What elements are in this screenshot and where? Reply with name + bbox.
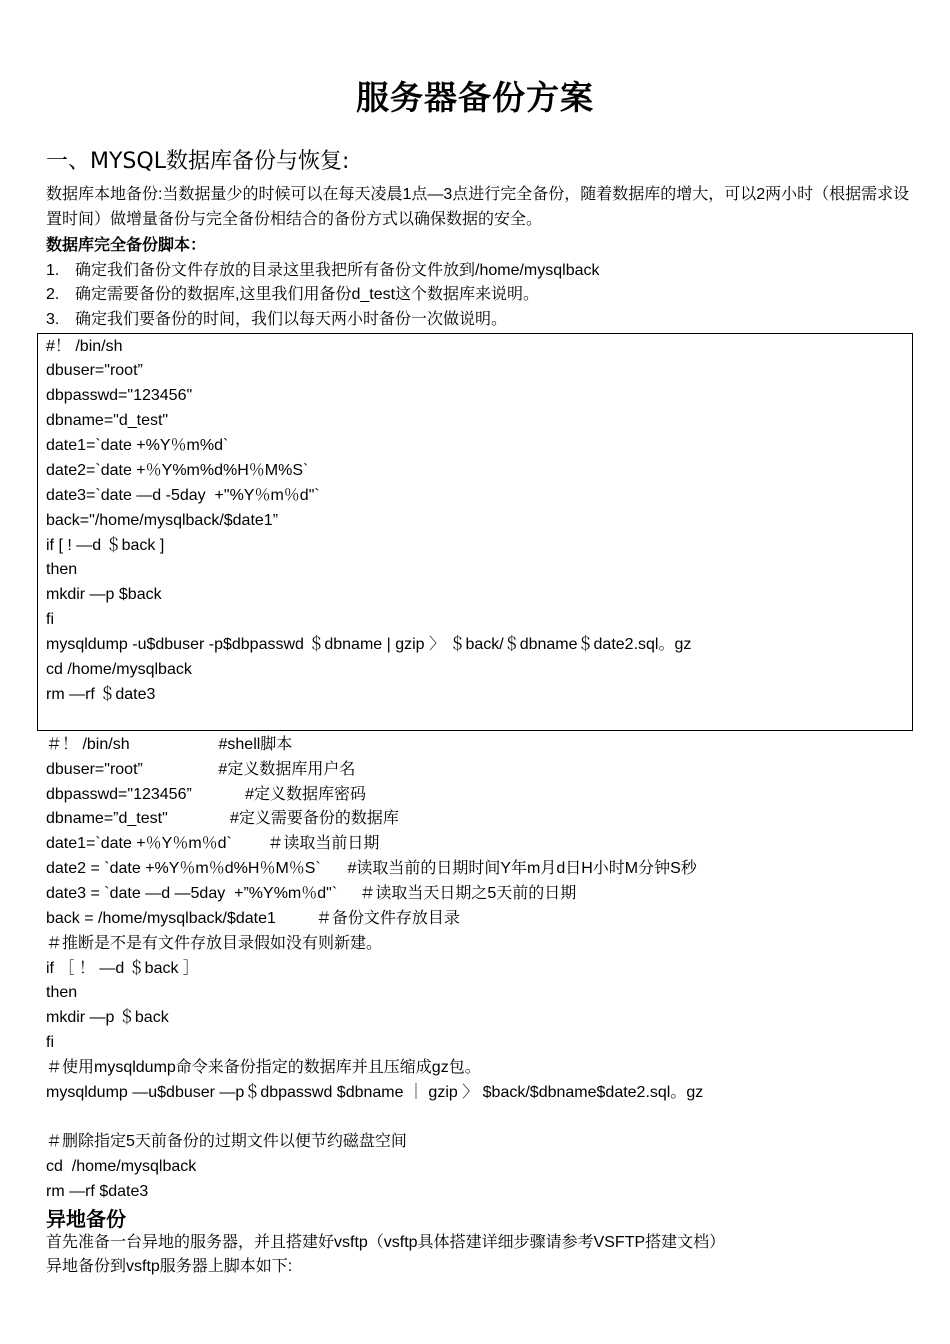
code-line: date2=`date +％Y%m%d%H％M%S`	[46, 462, 309, 479]
annotated-line: ＃使用mysqldump命令来备份指定的数据库并且压缩成gz包。	[46, 1059, 481, 1076]
step-text: 确定需要备份的数据库,这里我们用备份d_test这个数据库来说明。	[75, 286, 540, 303]
section-heading-mysql: 一、MYSQL数据库备份与恢复:	[46, 149, 350, 174]
step-number: 2.	[46, 286, 60, 303]
code-line: #！ /bin/sh	[46, 338, 123, 355]
annotated-line: mkdir —p ＄back	[46, 1009, 169, 1026]
annotated-line: ＃推断是不是有文件存放目录假如没有则新建。	[46, 935, 383, 952]
annotated-line: dbname=”d_test" #定义需要备份的数据库	[46, 810, 399, 827]
script-heading: 数据库完全备份脚本：	[46, 237, 207, 254]
section-heading-remote-backup: 异地备份	[46, 1207, 126, 1231]
code-line: if [ ! —d ＄back ]	[46, 537, 165, 554]
step-item	[46, 283, 539, 307]
code-line: then	[46, 561, 78, 578]
code-line: mkdir —p $back	[46, 586, 162, 603]
step-text: 确定我们要备份的时间，我们以每天两小时备份一次做说明。	[75, 311, 508, 328]
annotated-line: ＃！ /bin/sh #shell脚本	[46, 736, 293, 753]
code-line: fi	[46, 611, 54, 628]
annotated-line: fi	[46, 1034, 54, 1051]
step-item	[46, 259, 600, 283]
annotated-line: mysqldump —u$dbuser —p＄dbpasswd $dbname ｜ gzip 〉 $back/$dbname$date2.sql。gz	[46, 1084, 704, 1101]
code-line: date1=`date +%Y％m%d`	[46, 437, 229, 454]
annotated-line: if ［ ！ —d ＄back ］	[46, 960, 199, 977]
code-line: mysqldump -u$dbuser -p$dbpasswd ＄dbname | gzip 〉 ＄back/＄dbname＄date2.sql。gz	[46, 636, 692, 653]
code-line: rm —rf ＄date3	[46, 686, 156, 703]
body-text-line: 首先准备一台异地的服务器，并且搭建好vsftp（vsftp具体搭建详细步骤请参考VSFTP搭建文档）	[46, 1234, 726, 1251]
body-text-line: 异地备份到vsftp服务器上脚本如下:	[46, 1258, 293, 1275]
document-title: 服务器备份方案	[356, 78, 594, 117]
code-line: dbname="d_test"	[46, 412, 169, 429]
annotated-line: then	[46, 984, 78, 1001]
step-item	[46, 308, 507, 332]
annotated-line: date3 = `date —d —5day +”%Y%m％d"` ＃读取当天日期之5天前的日期	[46, 885, 577, 902]
code-line: back="/home/mysqlback/$date1”	[46, 512, 279, 529]
annotated-line: dbpasswd="123456” #定义数据库密码	[46, 786, 367, 803]
intro-paragraph: 数据库本地备份:当数据量少的时候可以在每天凌晨1点—3点进行完全备份，随着数据库的增大，可以2两小时（根据需求设置时间）做增量备份与完全备份相结合的备份方式以确保数据的安全。	[46, 186, 910, 228]
annotated-line: ＃删除指定5天前备份的过期文件以便节约磁盘空间	[46, 1133, 407, 1150]
code-line: dbuser="root”	[46, 362, 143, 379]
annotated-line: dbuser="root” #定义数据库用户名	[46, 761, 356, 778]
annotated-line: rm —rf $date3	[46, 1183, 149, 1200]
step-number: 3.	[46, 311, 60, 328]
annotated-line: date2 = `date +%Y％m％d%H％M％S` #读取当前的日期时间Y年m月d日H小时M分钟S秒	[46, 860, 697, 877]
code-line: date3=`date —d -5day +"%Y％m％d"`	[46, 487, 320, 504]
annotated-line: back = /home/mysqlback/$date1 ＃备份文件存放目录	[46, 910, 460, 927]
step-text: 确定我们备份文件存放的目录这里我把所有备份文件放到/home/mysqlback	[75, 262, 600, 279]
annotated-line: cd /home/mysqlback	[46, 1158, 197, 1175]
script-code-box	[37, 333, 913, 731]
annotated-line: date1=`date +％Y％m％d` ＃读取当前日期	[46, 835, 380, 852]
code-line: cd /home/mysqlback	[46, 661, 192, 678]
code-line: dbpasswd="123456"	[46, 387, 193, 404]
step-number: 1.	[46, 262, 60, 279]
